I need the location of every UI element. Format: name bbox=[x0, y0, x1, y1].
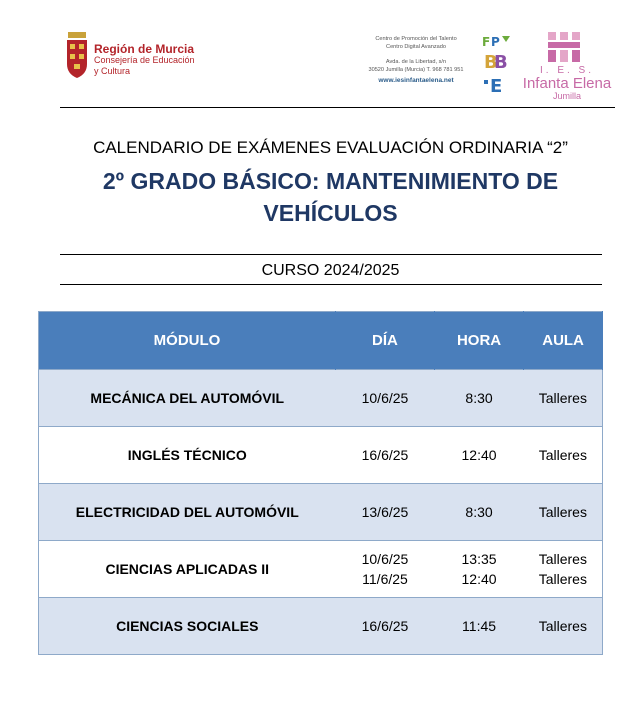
cell-hora: 8:30 bbox=[434, 484, 523, 541]
exam-schedule-table bbox=[38, 311, 603, 655]
subtitle-line-1: 2º GRADO BÁSICO: MANTENIMIENTO DE bbox=[102, 168, 559, 194]
cell-modulo: CIENCIAS APLICADAS II bbox=[39, 541, 336, 598]
cell-dia: 13/6/25 bbox=[336, 484, 435, 541]
document-subtitle bbox=[0, 165, 643, 229]
cell-modulo: INGLÉS TÉCNICO bbox=[39, 427, 336, 484]
murcia-subtitle-1: Consejería de Educación bbox=[94, 55, 195, 65]
cell-dia-2: 11/6/25 bbox=[362, 571, 408, 587]
cell-hora-2: 12:40 bbox=[461, 571, 497, 587]
murcia-title: Región de Murcia bbox=[94, 42, 195, 56]
table-row bbox=[39, 484, 603, 541]
table-header-row bbox=[39, 312, 603, 370]
table-row bbox=[39, 598, 603, 655]
fp-logo-icon bbox=[480, 32, 518, 96]
cell-hora-1: 13:35 bbox=[461, 551, 497, 567]
murcia-subtitle-2: y Cultura bbox=[94, 66, 131, 76]
cell-aula: Talleres bbox=[524, 427, 603, 484]
title-divider bbox=[60, 254, 602, 255]
cell-hora: 12:40 bbox=[434, 427, 523, 484]
cell-hora: 8:30 bbox=[434, 370, 523, 427]
ies-infanta-elena-logo bbox=[518, 30, 616, 101]
cell-aula-2: Talleres bbox=[538, 571, 587, 587]
header-aula: AULA bbox=[524, 312, 603, 370]
cell-dia: 10/6/25 bbox=[336, 370, 435, 427]
cell-aula: Talleres bbox=[524, 370, 603, 427]
cell-hora bbox=[434, 541, 523, 598]
table-row bbox=[39, 427, 603, 484]
centro-line-3: Avda. de la Libertad, s/n bbox=[385, 59, 447, 66]
svg-text:B: B bbox=[494, 52, 508, 73]
cell-modulo: MECÁNICA DEL AUTOMÓVIL bbox=[39, 370, 336, 427]
ies-name: Infanta Elena bbox=[522, 75, 612, 92]
table-row bbox=[39, 541, 603, 598]
ies-label: I. E. S. bbox=[539, 65, 594, 76]
svg-text:B: B bbox=[484, 52, 498, 73]
document-header bbox=[60, 28, 616, 106]
cell-aula: Talleres bbox=[524, 598, 603, 655]
svg-text:F: F bbox=[482, 35, 491, 49]
coat-of-arms-icon bbox=[64, 30, 90, 80]
cell-modulo: ELECTRICIDAD DEL AUTOMÓVIL bbox=[39, 484, 336, 541]
header-hora: HORA bbox=[434, 312, 523, 370]
cell-aula bbox=[524, 541, 603, 598]
ies-building-icon bbox=[518, 30, 616, 64]
subtitle-line-2: VEHÍCULOS bbox=[263, 200, 398, 226]
region-murcia-logo bbox=[60, 30, 205, 85]
table-row bbox=[39, 370, 603, 427]
cell-aula: Talleres bbox=[524, 484, 603, 541]
cell-aula-1: Talleres bbox=[538, 551, 587, 567]
svg-text:P: P bbox=[491, 35, 500, 49]
cell-modulo: CIENCIAS SOCIALES bbox=[39, 598, 336, 655]
centro-info bbox=[358, 36, 474, 85]
ies-town: Jumilla bbox=[552, 91, 581, 101]
document-title: CALENDARIO DE EXÁMENES EVALUACIÓN ORDINARIA “2” bbox=[93, 138, 568, 157]
cell-dia: 16/6/25 bbox=[336, 427, 435, 484]
course-year: CURSO 2024/2025 bbox=[261, 262, 400, 279]
header-divider bbox=[60, 107, 615, 108]
course-divider bbox=[60, 284, 602, 285]
header-modulo: MÓDULO bbox=[39, 312, 336, 370]
cell-dia: 16/6/25 bbox=[336, 598, 435, 655]
centro-line-1: Centro de Promoción del Talento bbox=[375, 36, 457, 42]
centro-line-2: Centro Digital Avanzado bbox=[386, 43, 446, 50]
svg-text:E: E bbox=[490, 76, 503, 96]
centro-line-4: 30520 Jumilla (Murcia) T. 968 781 951 bbox=[368, 66, 464, 73]
centro-url: www.iesinfantaelena.net bbox=[378, 77, 454, 85]
cell-hora: 11:45 bbox=[434, 598, 523, 655]
header-dia: DÍA bbox=[336, 312, 435, 370]
cell-dia-1: 10/6/25 bbox=[361, 551, 409, 567]
cell-dia bbox=[336, 541, 435, 598]
